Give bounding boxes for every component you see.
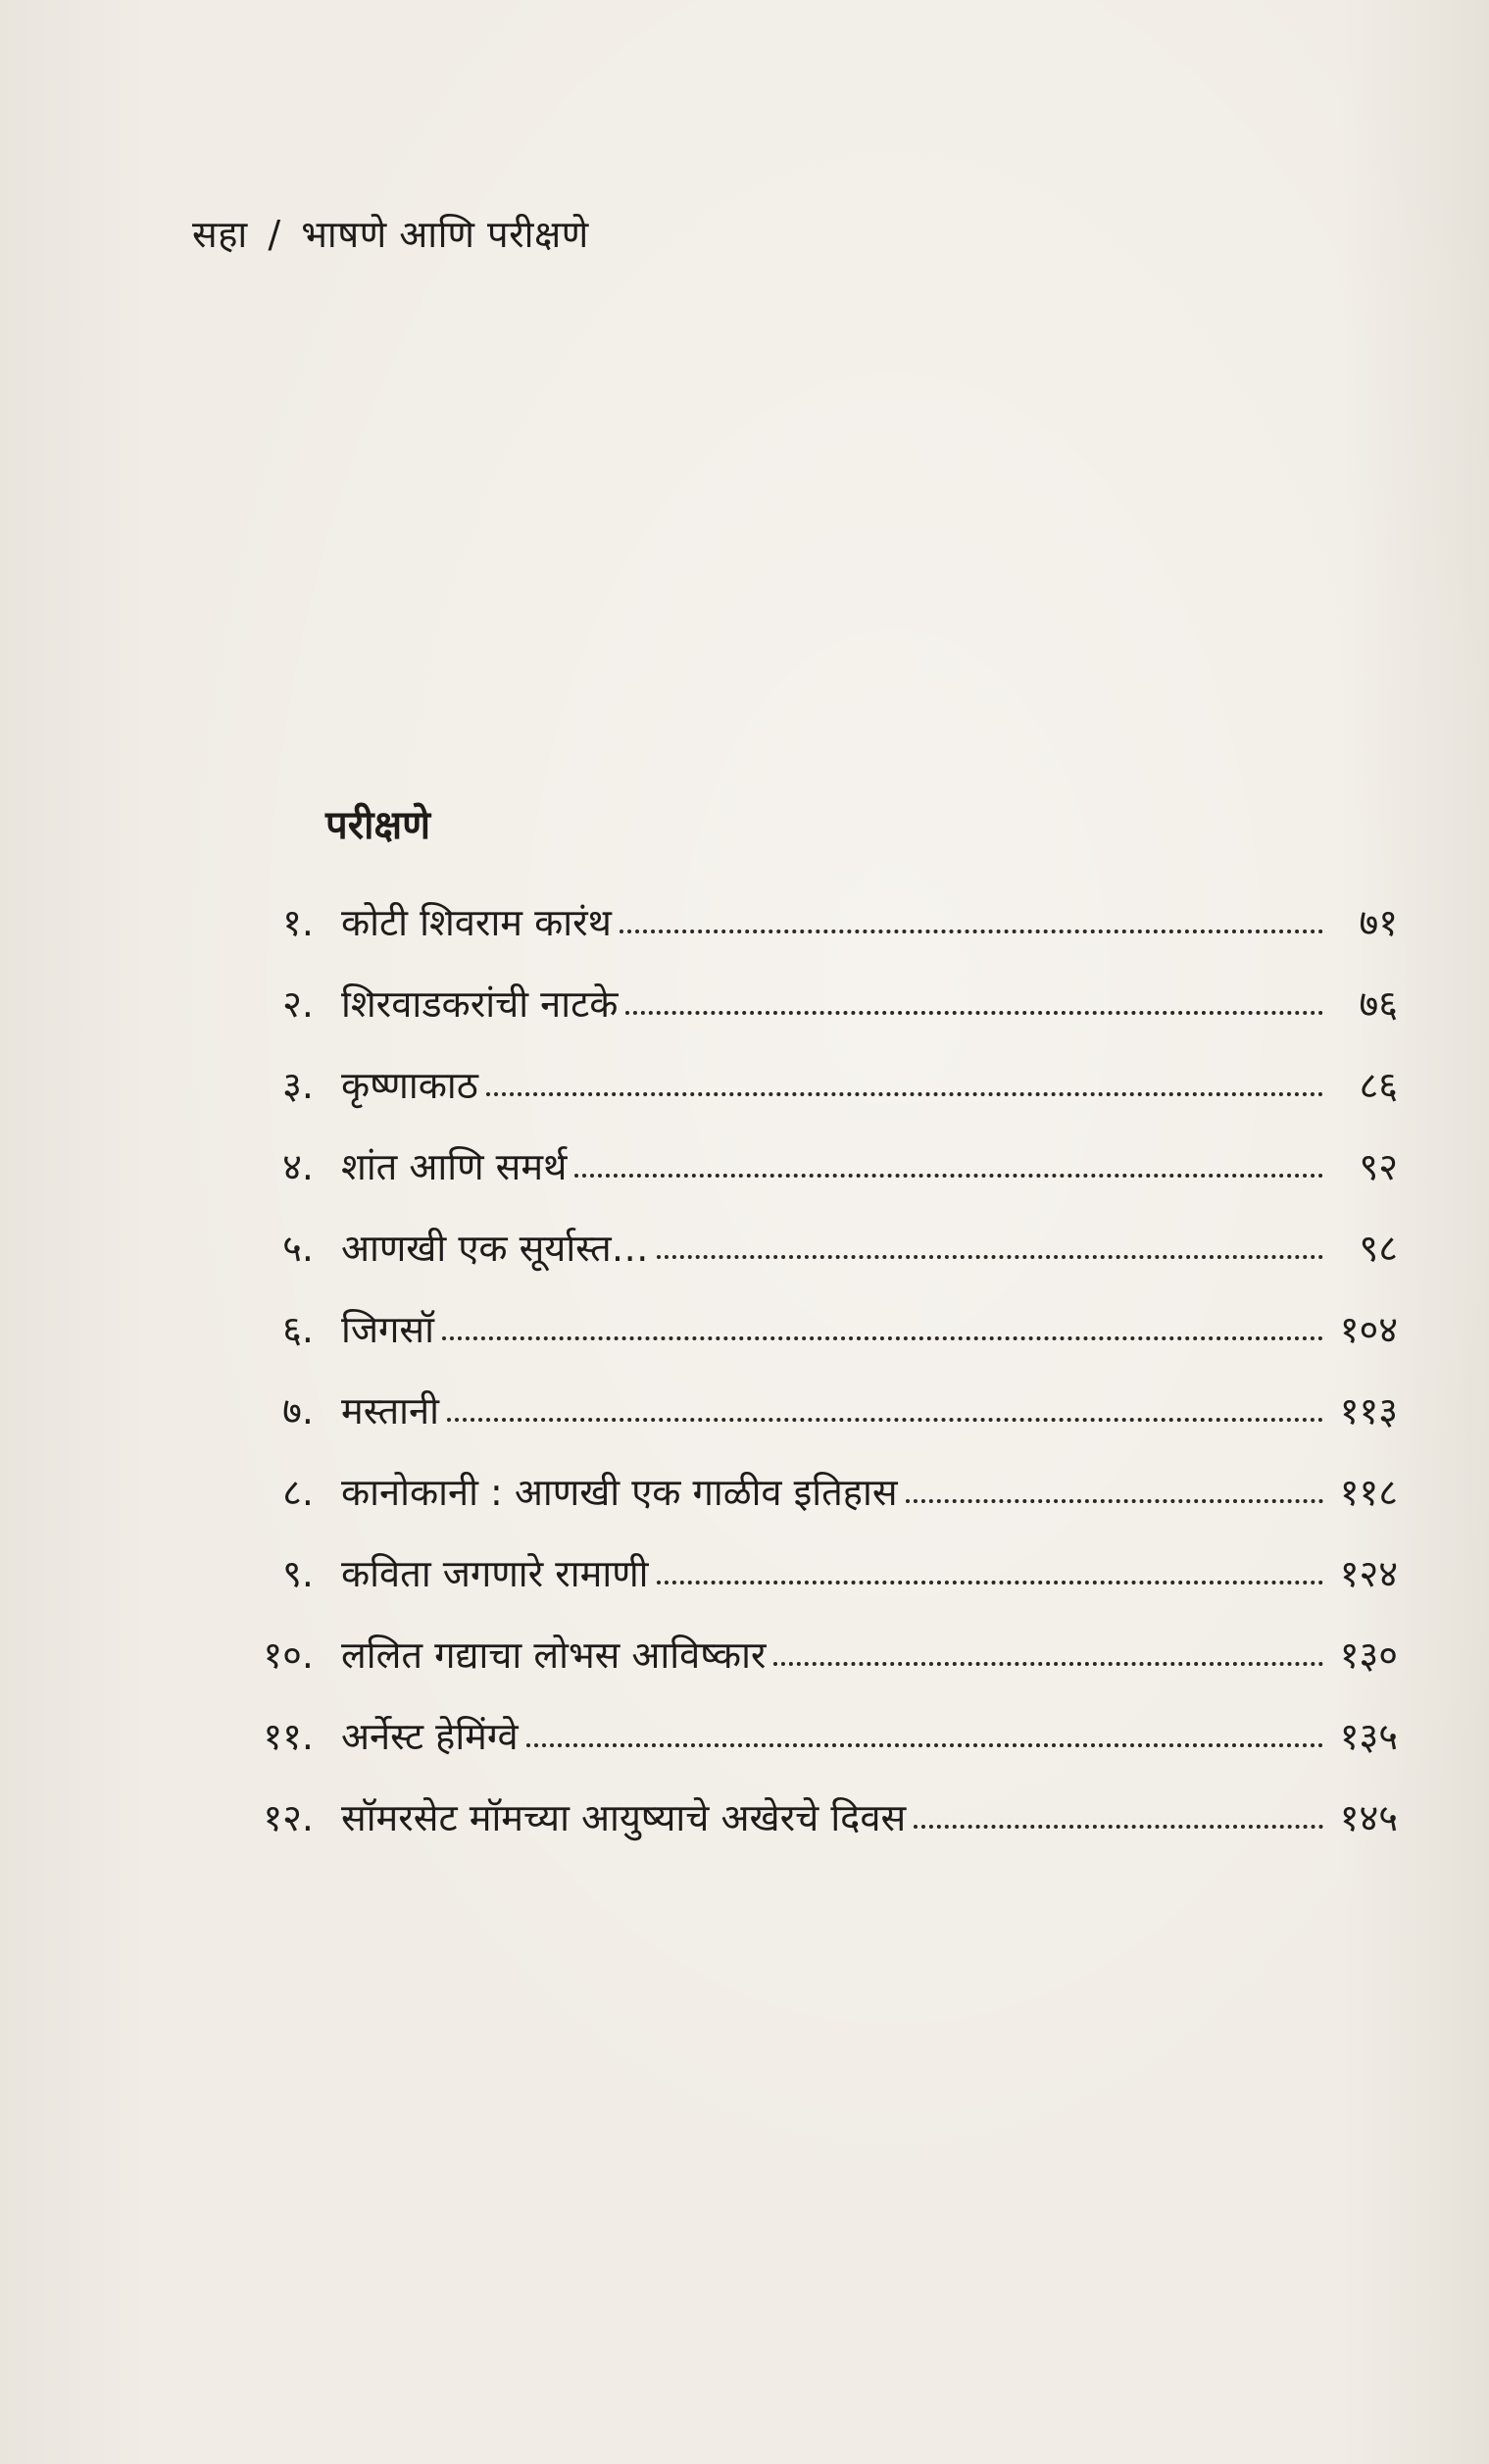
toc-entry-number: १. [282, 901, 314, 944]
toc-entry-number: ८. [282, 1471, 314, 1514]
toc-entry-page: ९२ [1359, 1145, 1398, 1188]
toc-entry-title: कृष्णाकाठ [341, 1064, 478, 1107]
toc-entry-number: ३. [282, 1064, 314, 1107]
toc-entry-title: ललित गद्याचा लोभस आविष्कार [341, 1634, 767, 1677]
toc-entry-8 [212, 1452, 1398, 1514]
toc-entry-page: १२४ [1339, 1552, 1398, 1595]
toc-entry-11 [212, 1696, 1398, 1758]
toc-entry-10 [212, 1615, 1398, 1677]
toc-entry-title: शिरवाडकरांची नाटके [341, 982, 619, 1026]
toc-entry-page: १०४ [1339, 1308, 1398, 1351]
toc-entry-title: अर्नेस्ट हेमिंग्वे [341, 1715, 519, 1758]
toc-entry-page: १४५ [1339, 1796, 1398, 1839]
toc-entry-page: ८६ [1359, 1064, 1398, 1107]
page-label: सहा [192, 213, 248, 256]
dot-leader [442, 1336, 1323, 1340]
toc-entry-title: शांत आणि समर्थ [341, 1145, 568, 1188]
toc-entry-title: आणखी एक सूर्यास्त… [341, 1227, 649, 1270]
dot-leader [620, 930, 1323, 933]
toc-entry-title: कविता जगणारे रामाणी [341, 1552, 649, 1595]
toc-entry-number: ९. [282, 1552, 314, 1595]
toc-entry-number: २. [282, 982, 314, 1026]
toc-entry-page: ७१ [1359, 901, 1398, 944]
dot-leader [773, 1662, 1323, 1666]
toc-entry-12 [212, 1778, 1398, 1839]
dot-leader [574, 1174, 1323, 1178]
running-head [192, 208, 589, 259]
toc-entry-number: ७. [282, 1389, 314, 1433]
toc-entry-title: मस्तानी [341, 1389, 439, 1433]
toc-entry-number: १२. [263, 1796, 314, 1839]
toc-entry-7 [212, 1371, 1398, 1433]
toc-entry-number: ११. [263, 1715, 314, 1758]
dot-leader [906, 1499, 1323, 1503]
toc-entry-title: कानोकानी : आणखी एक गाळीव इतिहास [341, 1471, 898, 1514]
toc-entry-number: ६. [282, 1308, 314, 1351]
toc-entry-page: ७६ [1359, 982, 1398, 1026]
dot-leader [657, 1255, 1323, 1259]
toc-entry-1 [212, 882, 1398, 944]
toc-entry-page: ११३ [1339, 1389, 1398, 1433]
running-head-separator: / [268, 213, 281, 256]
toc-entry-number: ४. [282, 1145, 314, 1188]
dot-leader [657, 1581, 1323, 1584]
toc-entry-page: १३५ [1339, 1715, 1398, 1758]
toc-entry-2 [212, 964, 1398, 1026]
toc-entry-9 [212, 1534, 1398, 1595]
toc-entry-title: सॉमरसेट मॉमच्या आयुष्याचे अखेरचे दिवस [341, 1796, 907, 1839]
dot-leader [625, 1011, 1323, 1015]
toc-entry-page: ९८ [1359, 1227, 1398, 1270]
toc-entry-3 [212, 1045, 1398, 1107]
toc-entry-number: १०. [263, 1634, 314, 1677]
toc-entry-5 [212, 1208, 1398, 1270]
dot-leader [526, 1743, 1323, 1747]
dot-leader [486, 1092, 1323, 1096]
toc-entry-page: ११८ [1339, 1471, 1398, 1514]
book-title: भाषणे आणि परीक्षणे [301, 213, 589, 256]
dot-leader [447, 1418, 1323, 1422]
toc-entry-6 [212, 1289, 1398, 1351]
toc-entry-4 [212, 1127, 1398, 1188]
toc-entry-page: १३० [1339, 1634, 1398, 1677]
toc-entry-number: ५. [282, 1227, 314, 1270]
section-title: परीक्षणे [325, 803, 431, 848]
toc-entry-title: कोटी शिवराम कारंथ [341, 901, 612, 944]
dot-leader [914, 1825, 1323, 1829]
toc-entry-title: जिगसॉ [341, 1308, 434, 1351]
